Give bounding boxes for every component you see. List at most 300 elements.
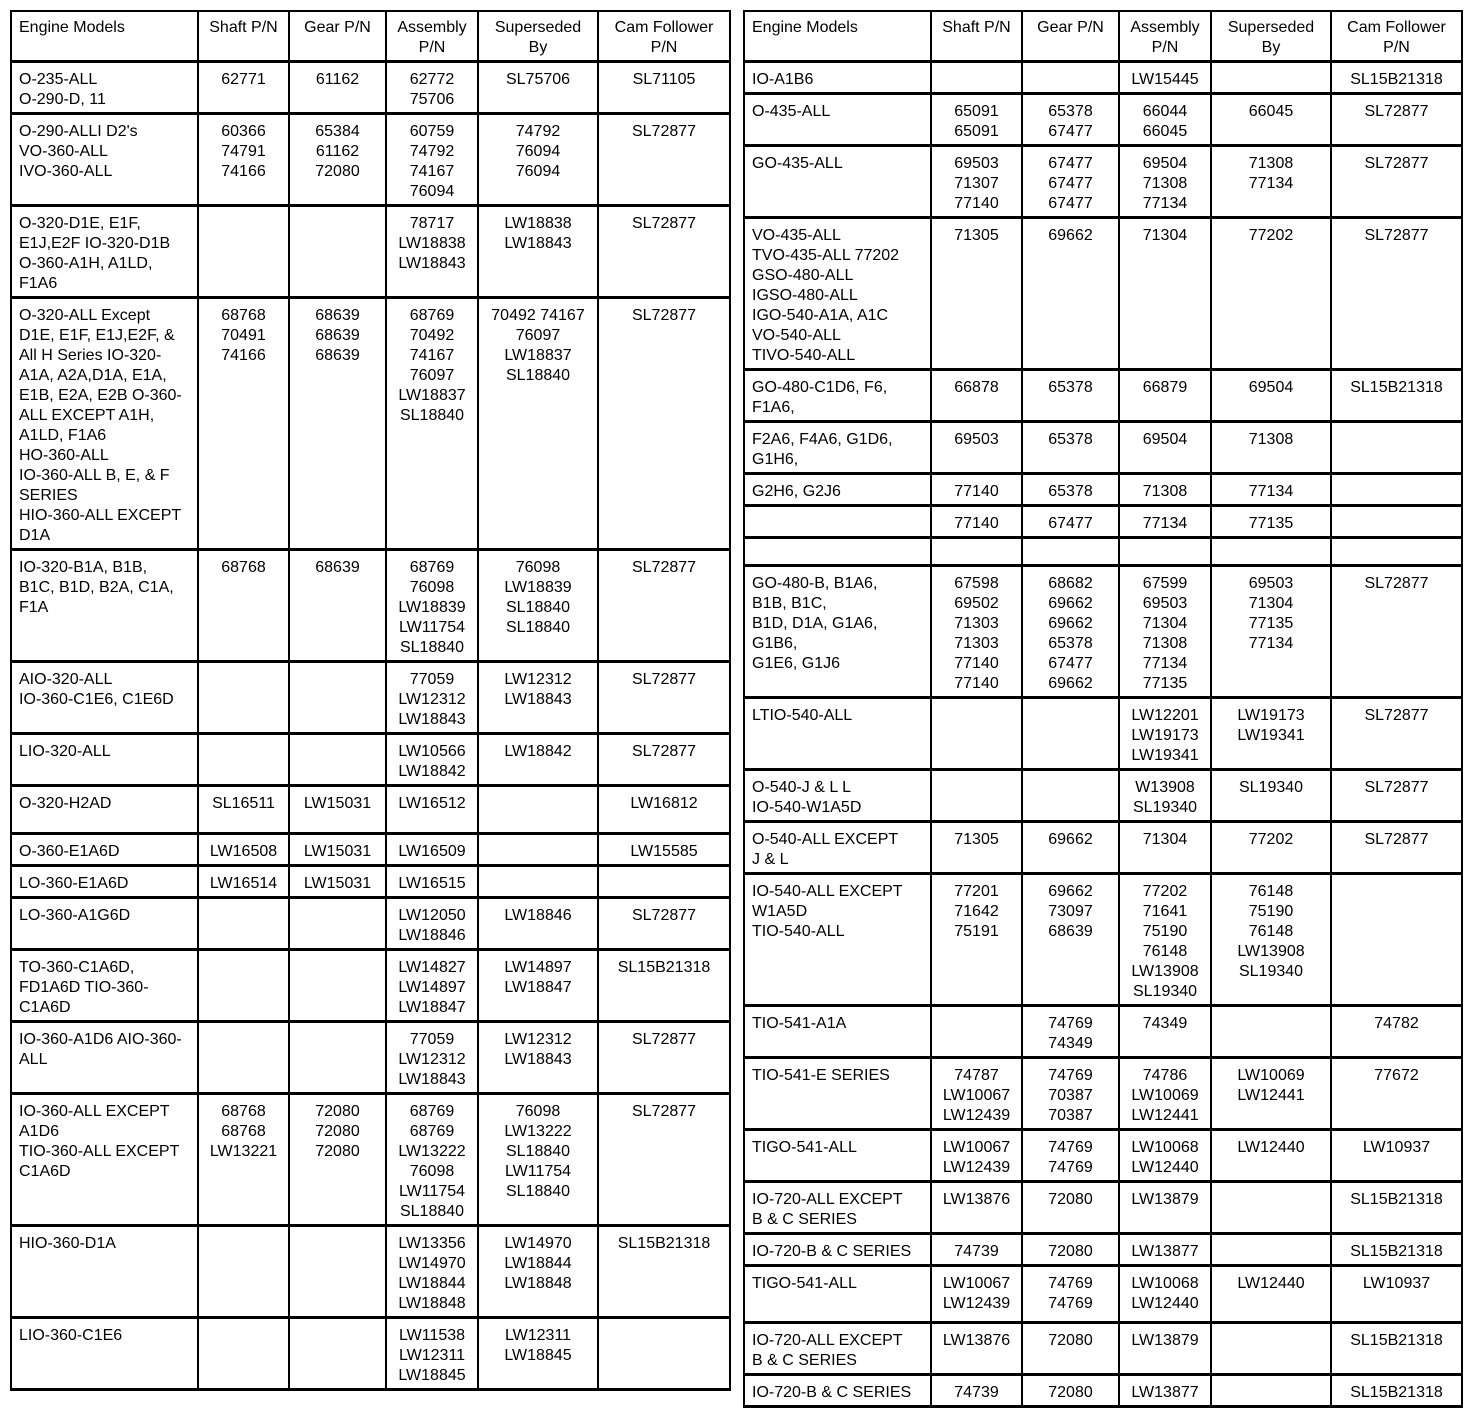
cam-follower-pn-cell	[1331, 566, 1462, 698]
engine-models-cell-line: F1A6,	[752, 399, 795, 416]
engine-models-cell-line: A1LD, F1A6	[19, 427, 107, 444]
header-label-line: P/N	[1383, 39, 1410, 56]
assembly-pn-cell-line: 74786	[1142, 1067, 1188, 1084]
assembly-pn-cell-line: LW19341	[1131, 747, 1199, 764]
assembly-pn-cell-line: LW15445	[1131, 71, 1199, 88]
engine-models-cell	[744, 1006, 931, 1058]
assembly-pn-cell-line: 62772	[409, 71, 455, 88]
superseded-by-cell-line: LW18842	[504, 743, 572, 760]
assembly-pn-cell	[386, 1094, 478, 1226]
assembly-pn-cell-line: 68769	[409, 559, 455, 576]
shaft-pn-header	[931, 11, 1022, 62]
gear-pn-cell	[1022, 538, 1119, 566]
assembly-pn-cell-line: 77134	[1142, 195, 1188, 212]
shaft-pn-cell	[931, 422, 1022, 474]
header-label-line: Assembly	[1130, 19, 1200, 36]
cam-follower-pn-cell-line: SL72877	[1364, 155, 1429, 172]
engine-models-cell-line: GO-480-B, B1A6,	[752, 575, 878, 592]
engine-models-cell-line: B1C, B1D, B2A, C1A,	[19, 579, 174, 596]
assembly-pn-cell	[1119, 146, 1211, 218]
engine-models-cell-line: GO-480-C1D6, F6,	[752, 379, 888, 396]
shaft-pn-cell	[931, 538, 1022, 566]
gear-pn-cell-line: 72080	[315, 1143, 360, 1160]
table-row	[744, 1266, 1462, 1323]
cam-follower-pn-cell	[1331, 94, 1462, 146]
assembly-pn-cell-line: SL19340	[1132, 799, 1198, 816]
cam-follower-pn-cell-line: SL72877	[631, 123, 697, 140]
cam-follower-pn-cell	[598, 298, 730, 550]
engine-models-cell-line: ALL EXCEPT A1H,	[19, 407, 155, 424]
assembly-pn-cell-line: LW12441	[1131, 1107, 1199, 1124]
superseded-by-cell	[1211, 146, 1331, 218]
assembly-pn-cell	[1119, 822, 1211, 874]
shaft-pn-cell	[198, 62, 289, 114]
header-label-line: P/N	[650, 39, 678, 56]
superseded-by-cell-line: LW18837	[504, 347, 572, 364]
gear-pn-cell-line: 65378	[1048, 483, 1093, 500]
assembly-pn-cell-line: 74349	[1142, 1015, 1188, 1032]
shaft-pn-cell	[198, 206, 289, 298]
engine-models-cell-line: IO-360-C1E6, C1E6D	[19, 691, 174, 708]
cam-follower-pn-cell	[1331, 1323, 1462, 1375]
engine-models-cell-line: FD1A6D TIO-360-	[19, 979, 149, 996]
superseded-by-cell-line: LW18847	[504, 979, 572, 996]
superseded-by-cell	[1211, 1130, 1331, 1182]
assembly-pn-cell	[386, 1022, 478, 1094]
gear-pn-cell	[1022, 698, 1119, 770]
engine-models-cell	[11, 866, 198, 898]
shaft-pn-cell-line: LW16514	[209, 875, 278, 892]
table-row	[744, 94, 1462, 146]
assembly-pn-cell-line: 68769	[409, 1103, 455, 1120]
engine-models-cell-line: B & C SERIES	[752, 1211, 857, 1228]
shaft-pn-cell-line: LW12439	[942, 1295, 1011, 1312]
cam-follower-pn-cell	[598, 866, 730, 898]
assembly-pn-cell-line: 74167	[409, 163, 455, 180]
shaft-pn-cell	[198, 114, 289, 206]
engine-models-cell-line: IGO-540-A1A, A1C	[752, 307, 889, 324]
cam-follower-pn-cell-line: SL72877	[631, 1031, 697, 1048]
cam-follower-pn-cell-line: LW10937	[1362, 1139, 1431, 1156]
header-row	[744, 11, 1462, 62]
engine-models-cell	[11, 734, 198, 786]
assembly-pn-cell	[1119, 370, 1211, 422]
engine-models-cell	[11, 114, 198, 206]
table-row	[11, 1094, 730, 1226]
superseded-by-cell-line: 76094	[515, 143, 561, 160]
gear-pn-cell-line: 70387	[1048, 1107, 1093, 1124]
shaft-pn-cell-line: 68768	[221, 1103, 266, 1120]
shaft-pn-cell	[931, 62, 1022, 94]
assembly-pn-cell-line: LW10068	[1131, 1139, 1199, 1156]
assembly-pn-cell	[1119, 422, 1211, 474]
engine-models-cell-line: F1A6	[19, 275, 58, 292]
superseded-by-cell-line: LW18846	[504, 907, 572, 924]
shaft-pn-cell	[931, 94, 1022, 146]
engine-models-cell-line: IO-720-B & C SERIES	[752, 1384, 912, 1401]
shaft-pn-cell-line: 74739	[954, 1243, 999, 1260]
assembly-pn-cell-line: 66044	[1142, 103, 1188, 120]
table-row	[744, 1182, 1462, 1234]
gear-pn-cell-line: 69662	[1048, 883, 1093, 900]
superseded-by-cell-line: 71308	[1248, 431, 1294, 448]
assembly-pn-cell-line: LW18838	[398, 235, 466, 252]
shaft-pn-cell-line: LW12439	[942, 1159, 1011, 1176]
engine-models-cell-line: IO-360-ALL B, E, & F	[19, 467, 170, 484]
engine-models-cell	[11, 206, 198, 298]
shaft-pn-cell	[198, 1226, 289, 1318]
gear-pn-cell	[1022, 1234, 1119, 1266]
assembly-pn-cell-line: 70492	[409, 327, 455, 344]
gear-pn-cell	[289, 834, 386, 866]
gear-pn-cell-line: 67477	[1048, 155, 1093, 172]
superseded-by-cell	[1211, 1375, 1331, 1407]
assembly-pn-cell-line: LW12050	[398, 907, 466, 924]
engine-models-cell-line: IO-720-ALL EXCEPT	[752, 1191, 903, 1208]
shaft-pn-cell	[931, 566, 1022, 698]
shaft-pn-cell-line: 74166	[221, 347, 266, 364]
gear-pn-cell	[289, 62, 386, 114]
assembly-pn-cell-line: 68769	[409, 307, 455, 324]
gear-pn-cell	[289, 1226, 386, 1318]
engine-models-cell	[11, 662, 198, 734]
shaft-pn-cell	[198, 662, 289, 734]
shaft-pn-cell	[198, 550, 289, 662]
gear-pn-cell-line: 72080	[1048, 1384, 1093, 1401]
engine-models-cell	[744, 370, 931, 422]
engine-models-cell-line: IVO-360-ALL	[19, 163, 113, 180]
assembly-pn-cell-line: LW12311	[398, 1347, 466, 1364]
assembly-pn-cell-line: LW13879	[1131, 1191, 1199, 1208]
shaft-pn-cell-line: 71303	[954, 615, 999, 632]
assembly-pn-cell-line: LW12201	[1131, 707, 1199, 724]
header-label-line: Cam Follower	[614, 19, 714, 36]
assembly-pn-cell-line: 71308	[1142, 175, 1188, 192]
shaft-pn-cell-line: 68768	[221, 1123, 266, 1140]
assembly-pn-cell-line: LW18848	[398, 1295, 466, 1312]
gear-pn-cell-line: 73097	[1048, 903, 1093, 920]
superseded-by-cell-line: 76098	[515, 559, 561, 576]
engine-models-cell	[11, 1094, 198, 1226]
assembly-pn-cell	[1119, 1182, 1211, 1234]
superseded-by-cell	[478, 1226, 598, 1318]
engine-models-cell-line: B1D, D1A, G1A6,	[752, 615, 878, 632]
assembly-pn-cell-line: 75706	[409, 91, 455, 108]
shaft-pn-cell	[198, 786, 289, 834]
assembly-pn-cell-line: LW16509	[398, 843, 466, 860]
superseded-by-cell-line: SL18840	[505, 619, 571, 636]
engine-models-cell-line: O-290-ALLI D2's	[19, 123, 138, 140]
shaft-pn-cell-line: 65091	[954, 123, 999, 140]
shaft-pn-cell-line: LW10067	[942, 1087, 1011, 1104]
table-row	[744, 698, 1462, 770]
gear-pn-cell	[289, 1318, 386, 1390]
assembly-pn-cell-line: 76098	[409, 1163, 455, 1180]
superseded-by-cell	[478, 206, 598, 298]
engine-models-cell-line: LO-360-E1A6D	[19, 875, 129, 892]
gear-pn-cell	[289, 1094, 386, 1226]
gear-pn-cell	[1022, 1375, 1119, 1407]
table-row	[744, 1006, 1462, 1058]
superseded-by-cell-line: 77202	[1248, 227, 1294, 244]
gear-pn-cell	[1022, 770, 1119, 822]
superseded-by-cell-line: LW18845	[504, 1347, 572, 1364]
cam-follower-pn-cell	[1331, 218, 1462, 370]
assembly-pn-cell-line: LW18843	[398, 711, 466, 728]
superseded-by-cell-line: SL18840	[505, 1183, 571, 1200]
superseded-by-cell-line: SL75706	[505, 71, 571, 88]
header-label-line: Gear P/N	[1037, 19, 1104, 36]
cam-follower-pn-cell	[598, 662, 730, 734]
table-row	[744, 1058, 1462, 1130]
superseded-by-cell-line: SL18840	[505, 599, 571, 616]
superseded-by-cell	[478, 1318, 598, 1390]
superseded-by-cell	[1211, 874, 1331, 1006]
cam-follower-pn-cell	[598, 834, 730, 866]
engine-models-cell-line: IO-720-ALL EXCEPT	[752, 1332, 903, 1349]
shaft-pn-cell-line: LW13221	[209, 1143, 278, 1160]
gear-pn-cell-line: 74769	[1048, 1295, 1093, 1312]
cam-follower-pn-cell	[1331, 822, 1462, 874]
engine-models-cell-line: TIVO-540-ALL	[752, 347, 856, 364]
shaft-pn-cell	[931, 1266, 1022, 1323]
engine-models-cell-line: D1E, E1F, E1J,E2F, &	[19, 327, 175, 344]
superseded-by-cell-line: 76097	[515, 327, 561, 344]
cam-follower-pn-cell-line: SL72877	[1364, 575, 1429, 592]
engine-models-cell	[744, 146, 931, 218]
gear-pn-cell-line: 67477	[1048, 175, 1093, 192]
gear-pn-cell	[1022, 1058, 1119, 1130]
gear-pn-cell	[1022, 94, 1119, 146]
engine-models-cell	[744, 770, 931, 822]
assembly-pn-cell-line: 69504	[1142, 431, 1188, 448]
shaft-pn-cell-line: 77140	[954, 515, 999, 532]
engine-models-cell	[744, 218, 931, 370]
gear-pn-cell-line: 67477	[1048, 195, 1093, 212]
cam-follower-pn-cell-line: SL72877	[631, 671, 697, 688]
cam-follower-pn-cell-line: SL15B21318	[1350, 1243, 1443, 1260]
gear-pn-cell-line: 65378	[1048, 103, 1093, 120]
engine-models-cell-line: A1A, A2A,D1A, E1A,	[19, 367, 167, 384]
shaft-pn-cell-line: 77140	[954, 655, 999, 672]
shaft-pn-cell	[198, 834, 289, 866]
engine-models-cell	[744, 1266, 931, 1323]
superseded-by-cell-line: LW12440	[1237, 1275, 1305, 1292]
cam-follower-pn-cell	[598, 1022, 730, 1094]
assembly-pn-cell-line: LW14970	[398, 1255, 466, 1272]
superseded-by-cell-line: LW13222	[504, 1123, 572, 1140]
cam-follower-pn-cell-line: SL72877	[631, 215, 697, 232]
gear-pn-cell-line: 74769	[1048, 1067, 1093, 1084]
engine-models-cell-line: J & L	[752, 851, 789, 868]
assembly-pn-cell-line: 71308	[1142, 635, 1188, 652]
superseded-by-cell-line: LW14970	[504, 1235, 572, 1252]
engine-models-cell	[744, 1375, 931, 1407]
gear-pn-cell	[1022, 1266, 1119, 1323]
engine-models-cell	[744, 822, 931, 874]
shaft-pn-cell	[198, 298, 289, 550]
cam-follower-pn-cell	[598, 550, 730, 662]
superseded-by-cell	[478, 950, 598, 1022]
gear-pn-cell-line: LW15031	[303, 875, 372, 892]
engine-models-cell-line: VO-435-ALL	[752, 227, 841, 244]
assembly-pn-cell	[1119, 698, 1211, 770]
superseded-by-cell	[1211, 474, 1331, 506]
cam-follower-pn-cell	[1331, 770, 1462, 822]
gear-pn-cell-line: 65378	[1048, 379, 1093, 396]
engine-models-cell	[11, 62, 198, 114]
table-row	[744, 1375, 1462, 1407]
assembly-pn-cell-line: 60759	[409, 123, 455, 140]
table-row	[744, 370, 1462, 422]
engine-models-cell	[744, 62, 931, 94]
cam-follower-pn-cell	[598, 62, 730, 114]
assembly-pn-cell-line: LW12440	[1131, 1159, 1199, 1176]
gear-pn-cell	[1022, 62, 1119, 94]
shaft-pn-cell	[931, 698, 1022, 770]
gear-pn-cell-line: 74769	[1048, 1139, 1093, 1156]
engine-models-cell	[11, 1318, 198, 1390]
gear-pn-cell-line: 65378	[1048, 431, 1093, 448]
superseded-by-cell-line: 76148	[1248, 923, 1294, 940]
engine-models-cell-line: LTIO-540-ALL	[752, 707, 853, 724]
cam-follower-pn-cell	[1331, 538, 1462, 566]
engine-models-cell-line: B & C SERIES	[752, 1352, 857, 1369]
assembly-pn-cell-line: LW18846	[398, 927, 466, 944]
table-row	[744, 770, 1462, 822]
gear-pn-cell-line: 74769	[1048, 1159, 1093, 1176]
header-label-line: Engine Models	[752, 19, 858, 36]
gear-pn-cell	[1022, 1323, 1119, 1375]
table-row	[11, 834, 730, 866]
engine-models-cell-line: ALL	[19, 1051, 48, 1068]
cam-follower-pn-cell	[1331, 146, 1462, 218]
gear-pn-cell	[289, 786, 386, 834]
cam-follower-pn-cell-line: SL71105	[632, 71, 696, 88]
engine-models-cell-line: E1J,E2F IO-320-D1B	[19, 235, 171, 252]
superseded-by-cell	[478, 114, 598, 206]
assembly-pn-cell-line: LW13222	[398, 1143, 466, 1160]
shaft-pn-cell-line: LW16508	[209, 843, 278, 860]
shaft-pn-cell-line: 62771	[221, 71, 266, 88]
engine-models-cell-line: VO-360-ALL	[19, 143, 108, 160]
cam-follower-pn-cell	[598, 1226, 730, 1318]
cam-follower-pn-header	[598, 11, 730, 62]
assembly-pn-cell	[1119, 1234, 1211, 1266]
engine-models-cell	[744, 566, 931, 698]
gear-pn-cell-line: LW15031	[303, 843, 372, 860]
gear-pn-cell-line: 72080	[315, 1103, 360, 1120]
assembly-pn-cell-line: LW18843	[398, 255, 466, 272]
engine-models-cell-line: TO-360-C1A6D,	[19, 959, 135, 976]
shaft-pn-cell	[931, 474, 1022, 506]
cam-follower-pn-cell	[598, 114, 730, 206]
table-row	[11, 550, 730, 662]
header-label-line: Shaft P/N	[209, 19, 278, 36]
superseded-by-cell	[478, 62, 598, 114]
assembly-pn-cell	[386, 950, 478, 1022]
table-row	[11, 1226, 730, 1318]
shaft-pn-cell	[198, 734, 289, 786]
engine-models-cell-line: G1H6,	[752, 451, 799, 468]
gear-pn-cell	[289, 298, 386, 550]
gear-pn-cell-line: 74349	[1048, 1035, 1093, 1052]
assembly-pn-cell-line: LW13356	[398, 1235, 466, 1252]
superseded-by-cell	[478, 786, 598, 834]
assembly-pn-cell	[386, 866, 478, 898]
assembly-pn-cell-line: LW18843	[398, 1071, 466, 1088]
engine-models-cell-line: D1A	[19, 527, 51, 544]
engine-models-cell-line: IO-540-ALL EXCEPT	[752, 883, 903, 900]
assembly-pn-cell-line: LW10068	[1131, 1275, 1199, 1292]
shaft-pn-cell	[931, 506, 1022, 538]
gear-pn-cell-line: 69662	[1048, 615, 1093, 632]
engine-models-cell-line: C1A6D	[19, 1163, 71, 1180]
gear-pn-cell	[289, 550, 386, 662]
superseded-by-cell-line: LW18848	[504, 1275, 572, 1292]
assembly-pn-cell	[1119, 566, 1211, 698]
assembly-pn-cell-line: W13908	[1135, 779, 1195, 796]
shaft-pn-cell-line: 74791	[221, 143, 266, 160]
superseded-by-cell-line: LW19173	[1237, 707, 1305, 724]
superseded-by-cell	[1211, 1234, 1331, 1266]
engine-models-cell-line: G1E6, G1J6	[752, 655, 841, 672]
gear-pn-cell-line: 61162	[315, 71, 360, 88]
shaft-pn-cell-line: 69502	[954, 595, 999, 612]
gear-pn-cell-line: 69662	[1048, 595, 1093, 612]
table-row	[11, 950, 730, 1022]
gear-pn-cell	[289, 898, 386, 950]
cam-follower-pn-cell	[598, 786, 730, 834]
assembly-pn-cell-line: LW18845	[398, 1367, 466, 1384]
cam-follower-pn-cell	[1331, 1182, 1462, 1234]
gear-pn-header	[289, 11, 386, 62]
assembly-pn-cell	[1119, 94, 1211, 146]
superseded-by-header	[478, 11, 598, 62]
assembly-pn-cell-line: 75190	[1142, 923, 1188, 940]
cam-follower-pn-cell	[598, 950, 730, 1022]
assembly-pn-cell	[1119, 1266, 1211, 1323]
header-label-line: By	[1261, 39, 1281, 56]
cam-follower-pn-cell-line: SL72877	[631, 307, 697, 324]
engine-models-cell-line: IO-720-B & C SERIES	[752, 1243, 912, 1260]
assembly-pn-cell	[1119, 1058, 1211, 1130]
gear-pn-cell-line: 68639	[1048, 923, 1093, 940]
assembly-pn-cell-line: 77202	[1142, 883, 1188, 900]
shaft-pn-cell-line: LW13876	[942, 1191, 1011, 1208]
superseded-by-cell-line: 77134	[1248, 635, 1294, 652]
superseded-by-cell	[478, 834, 598, 866]
engine-models-cell-line: O-235-ALL	[19, 71, 98, 88]
cam-follower-pn-cell-line: SL72877	[1364, 103, 1429, 120]
assembly-pn-cell-line: 71304	[1142, 615, 1188, 632]
engine-models-cell-line: IO-540-W1A5D	[752, 799, 862, 816]
cam-follower-pn-cell-line: SL72877	[631, 559, 697, 576]
assembly-pn-cell-line: LW13879	[1131, 1332, 1199, 1349]
assembly-pn-cell-line: 71304	[1142, 227, 1188, 244]
header-label-line: Gear P/N	[304, 19, 371, 36]
cam-follower-pn-cell	[598, 898, 730, 950]
engine-models-cell	[11, 1022, 198, 1094]
superseded-by-cell-line: LW18843	[504, 1051, 572, 1068]
cam-follower-pn-cell-line: SL15B21318	[1350, 1332, 1443, 1349]
assembly-pn-cell-line: LW12312	[398, 1051, 466, 1068]
assembly-pn-cell-line: LW18842	[398, 763, 466, 780]
shaft-pn-cell	[931, 1375, 1022, 1407]
engine-models-cell-line: W1A5D	[752, 903, 808, 920]
assembly-pn-cell-line: LW19173	[1131, 727, 1199, 744]
parts-table-right	[743, 10, 1463, 1408]
